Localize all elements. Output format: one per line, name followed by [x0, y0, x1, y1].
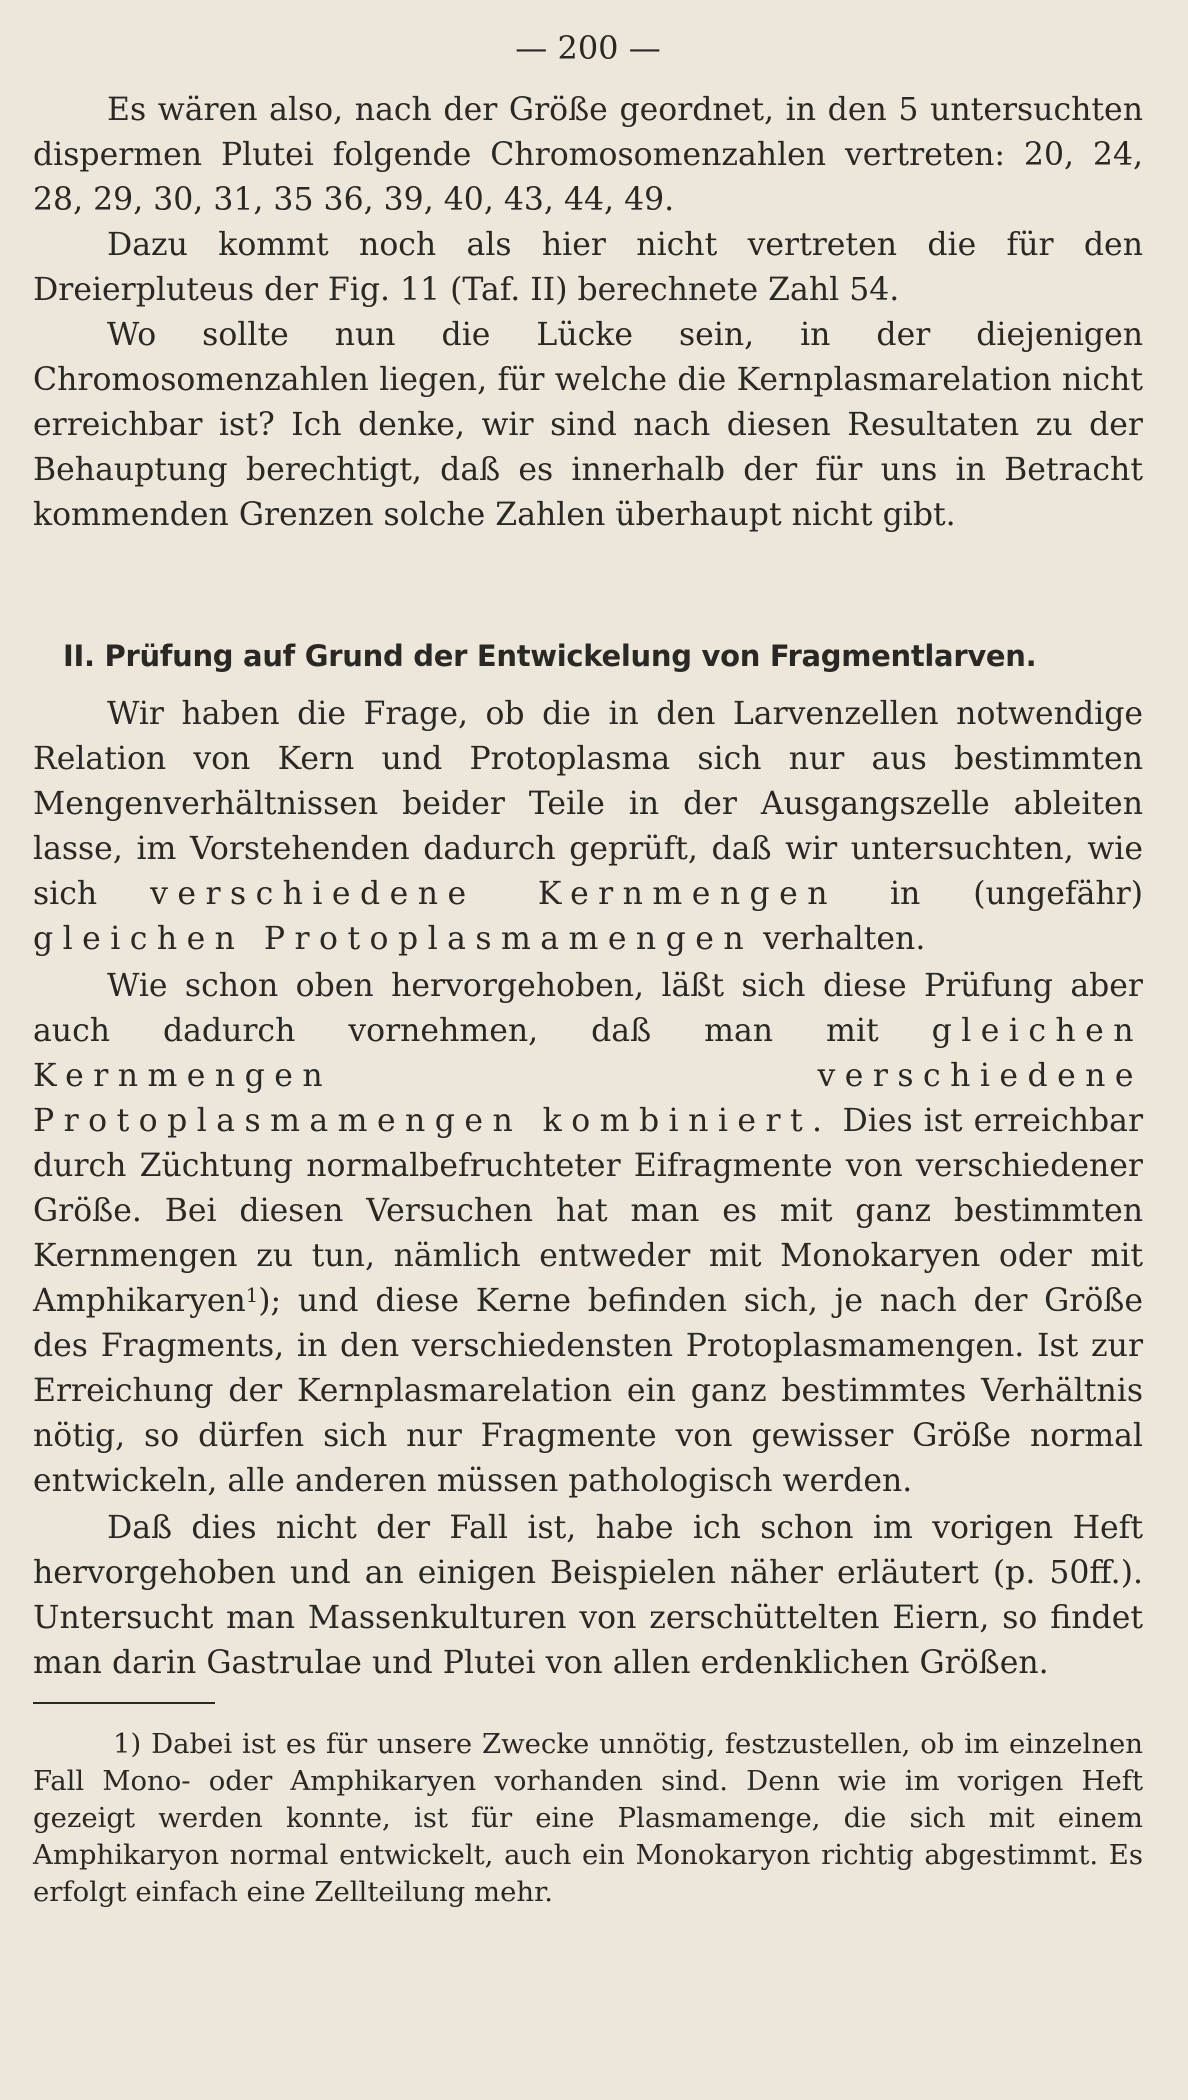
footnote-divider: [33, 1702, 215, 1704]
text-run: in (ungefähr): [837, 876, 1143, 912]
text-run: Wie schon oben hervorgehoben, läßt sich diese Prüfung aber auch dadurch vornehmen, daß man mit: [33, 968, 1143, 1049]
spaced-emphasis: gleichen Kernmengen verschiedene Protoplasmamengen kombiniert.: [33, 1013, 1143, 1139]
footnote-marker: 1: [245, 1284, 259, 1308]
text-run: Dies ist erreichbar durch Züchtung normalbefruchteter Eifragmente von verschiedener Größe. Bei diesen Versuchen hat man es mit ganz bestimmten Kernmengen zu tun, nämlich entweder mit Monokaryen oder mit Amphikaryen: [33, 1103, 1143, 1319]
paragraph-fragment-test: [33, 964, 1143, 1504]
text-run: verhalten.: [753, 921, 926, 957]
page-number: — 200 —: [515, 29, 661, 67]
footnote: 1) Dabei ist es für unsere Zwecke unnötig, festzustellen, ob im einzelnen Fall Mono- oder Amphikaryen vorhanden sind. Denn wie im vorigen Heft gezeigt werden konnte, ist für eine Plasmamenge, die sich mit einem Amphikaryon normal entwickelt, auch ein Monokaryon richtig abgestimmt. Es erfolgt einfach eine Zellteilung mehr.: [33, 1728, 1143, 1908]
paragraph-dreierpluteus: Dazu kommt noch als hier nicht vertreten die für den Dreierpluteus der Fig. 11 (Taf. II) berechnete Zahl 54.: [33, 227, 1143, 308]
paragraph-nuclear-quantities: [33, 692, 1143, 962]
text-run: Wir haben die Frage, ob die in den Larvenzellen notwendige Relation von Kern und Protoplasma sich nur aus bestimmten Mengenverhältnissen beider Teile in der Ausgangszelle ableiten lasse, im Vorstehenden dadurch geprüft, daß wir untersuchten, wie sich: [33, 696, 1143, 912]
text-run: ); und diese Kerne befinden sich, je nach der Größe des Fragments, in den verschiedensten Protoplasmamengen. Ist zur Erreichung der Kernplasmarelation ein ganz bestimmtes Verhältnis nötig, so dürfen sich nur Fragmente von gewisser Größe normal entwickeln, alle anderen müssen pathologisch werden.: [33, 1283, 1143, 1499]
section-heading: II. Prüfung auf Grund der Entwickelung von Fragmentlarven.: [63, 639, 1037, 673]
paragraph-gap-question: Wo sollte nun die Lücke sein, in der diejenigen Chromosomenzahlen liegen, für welche die Kernplasmarelation nicht erreichbar ist? Ich denke, wir sind nach diesen Resultaten zu der Behauptung berechtigt, daß es innerhalb der für uns in Betracht kommenden Grenzen solche Zahlen überhaupt nicht gibt.: [33, 317, 1143, 533]
spaced-emphasis: verschiedene Kernmengen: [150, 876, 838, 912]
paragraph-mass-cultures: Daß dies nicht der Fall ist, habe ich schon im vorigen Heft hervorgehoben und an einigen Beispielen näher erläutert (p. 50ff.). Untersucht man Massenkulturen von zerschüttelten Eiern, so findet man darin Gastrulae und Plutei von allen erdenklichen Größen.: [33, 1510, 1143, 1681]
spaced-emphasis: gleichen Protoplasmamengen: [33, 921, 754, 957]
paragraph-chromosome-numbers: Es wären also, nach der Größe geordnet, in den 5 untersuchten dispermen Plutei folgende Chromosomenzahlen vertreten: 20, 24, 28, 29, 30, 31, 35 36, 39, 40, 43, 44, 49.: [33, 92, 1143, 218]
